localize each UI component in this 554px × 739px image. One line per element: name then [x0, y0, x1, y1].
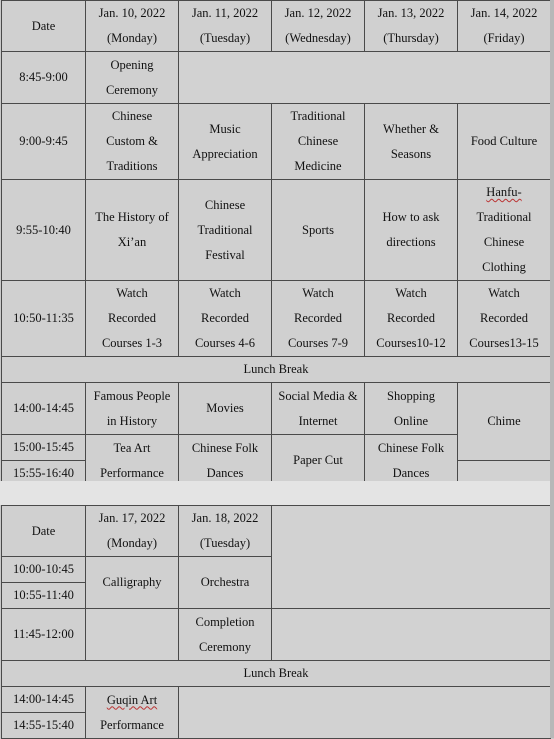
session-cell: Watch Recorded Courses13-15: [458, 281, 551, 357]
session-cell: Whether & Seasons: [365, 104, 458, 180]
session-cell: Chinese Folk Dances: [365, 435, 458, 487]
empty-cell: [272, 506, 551, 609]
session-cell: Social Media & Internet: [272, 383, 365, 435]
lunch-row: [2, 357, 551, 383]
table-row: [2, 52, 551, 104]
table-row: [2, 609, 551, 661]
week2-schedule-table: [1, 505, 551, 739]
session-cell: Shopping Online: [365, 383, 458, 435]
session-cell: Paper Cut: [272, 435, 365, 487]
session-cell: Traditional Chinese Medicine: [272, 104, 365, 180]
day-header-tuesday: Jan. 11, 2022 (Tuesday): [179, 1, 272, 52]
time-cell: 9:55-10:40: [2, 180, 86, 281]
session-cell: Chinese Traditional Festival: [179, 180, 272, 281]
time-cell: 14:55-15:40: [2, 713, 86, 739]
date-header: Date: [2, 506, 86, 557]
table-row: [2, 180, 551, 281]
session-cell: Hanfu- Traditional Chinese Clothing: [458, 180, 551, 281]
table-separator: [0, 481, 554, 505]
empty-cell: [179, 52, 551, 104]
session-cell: The History of Xi’an: [86, 180, 179, 281]
time-cell: 15:00-15:45: [2, 435, 86, 461]
empty-cell: [179, 687, 551, 739]
date-header: Date: [2, 1, 86, 52]
session-cell: Chinese Custom & Traditions: [86, 104, 179, 180]
day-header-thursday: Jan. 13, 2022 (Thursday): [365, 1, 458, 52]
time-cell: 14:00-14:45: [2, 687, 86, 713]
table-row: [2, 383, 551, 435]
completion-ceremony-cell: Completion Ceremony: [179, 609, 272, 661]
session-cell: Watch Recorded Courses10-12: [365, 281, 458, 357]
session-cell: Chime: [458, 383, 551, 461]
session-cell: Movies: [179, 383, 272, 435]
week1-schedule-table: [1, 0, 551, 487]
time-cell: 15:55-16:40: [2, 461, 86, 487]
day-header-wednesday: Jan. 12, 2022 (Wednesday): [272, 1, 365, 52]
page-edge: [550, 0, 554, 738]
session-cell: Watch Recorded Courses 4-6: [179, 281, 272, 357]
day-header-monday: Jan. 10, 2022 (Monday): [86, 1, 179, 52]
table-row: [2, 104, 551, 180]
time-cell: 8:45-9:00: [2, 52, 86, 104]
session-cell: Orchestra: [179, 557, 272, 609]
time-cell: 14:00-14:45: [2, 383, 86, 435]
header-row: [2, 1, 551, 52]
session-cell: Chinese Folk Dances: [179, 435, 272, 487]
time-cell: 10:55-11:40: [2, 583, 86, 609]
day-header-monday: Jan. 17, 2022 (Monday): [86, 506, 179, 557]
session-cell: Guqin Art Performance: [86, 687, 179, 739]
time-cell: 10:00-10:45: [2, 557, 86, 583]
table-row: [2, 687, 551, 713]
session-cell: Famous People in History: [86, 383, 179, 435]
lunch-break-cell: Lunch Break: [2, 661, 551, 687]
session-cell: How to ask directions: [365, 180, 458, 281]
lunch-break-cell: Lunch Break: [2, 357, 551, 383]
empty-cell: [86, 609, 179, 661]
empty-cell: [272, 609, 551, 661]
lunch-row: [2, 661, 551, 687]
session-cell: Calligraphy: [86, 557, 179, 609]
day-header-tuesday: Jan. 18, 2022 (Tuesday): [179, 506, 272, 557]
header-row: [2, 506, 551, 557]
day-header-friday: Jan. 14, 2022 (Friday): [458, 1, 551, 52]
time-cell: 11:45-12:00: [2, 609, 86, 661]
time-cell: 10:50-11:35: [2, 281, 86, 357]
time-cell: 9:00-9:45: [2, 104, 86, 180]
opening-ceremony-cell: Opening Ceremony: [86, 52, 179, 104]
session-cell: Watch Recorded Courses 1-3: [86, 281, 179, 357]
session-cell: Food Culture: [458, 104, 551, 180]
session-cell: Tea Art Performance: [86, 435, 179, 487]
table-row: [2, 281, 551, 357]
session-cell: Music Appreciation: [179, 104, 272, 180]
session-cell: Watch Recorded Courses 7-9: [272, 281, 365, 357]
session-cell: Sports: [272, 180, 365, 281]
